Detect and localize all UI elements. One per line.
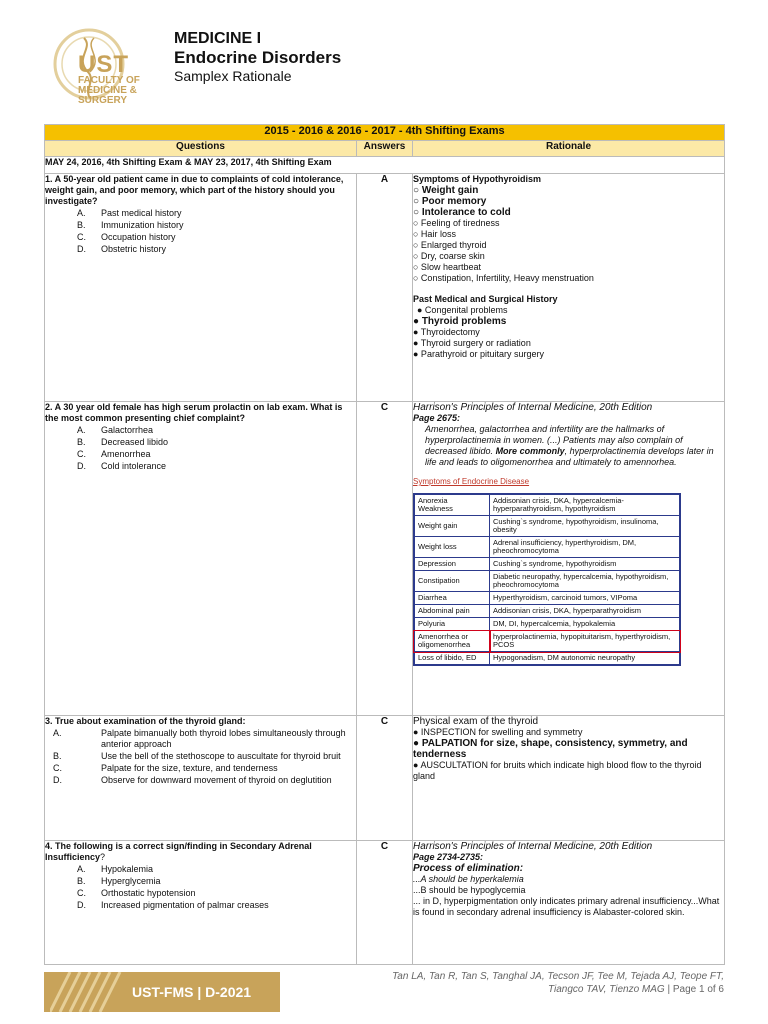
rationale-item: ○ Enlarged thyroid [413, 240, 487, 250]
exam-dates-row [45, 157, 725, 174]
reference-citation: Harrison's Principles of Internal Medicine, 20th Edition [413, 402, 653, 413]
answer-4: C [357, 841, 413, 965]
rationale-item: ○ Weight gain [413, 185, 479, 196]
symptom-row: Polyuria DM, DI, hypercalcemia, hypokalemia [414, 618, 680, 631]
exam-band [45, 125, 725, 141]
choice: A. Palpate bimanually both thyroid lobes simultaneously through anterior approach [53, 728, 346, 749]
exam-band-text: 2015 - 2016 & 2016 - 2017 - 4th Shifting Exams [45, 125, 725, 141]
choice: A. Hypokalemia [77, 864, 154, 874]
rationale-4 [413, 841, 725, 965]
choice: C. Amenorrhea [77, 449, 151, 459]
stripes-icon [50, 972, 130, 1012]
symptom-row: Diarrhea Hyperthyroidism, carcinoid tumors, VIPoma [414, 592, 680, 605]
rationale-item: ○ Dry, coarse skin [413, 251, 485, 261]
page-number: | Page 1 of 6 [667, 984, 724, 995]
rationale-item: ... in D, hyperpigmentation only indicates primary adrenal insufficiency...What is found in secondary adrenal insufficiency is Alabaster-colored skin. [413, 896, 720, 917]
choice: B. Use the bell of the stethoscope to auscultate for thyroid bruit [53, 751, 341, 761]
choice: D. Obstetric history [77, 244, 167, 254]
question-text: 4. The following is a correct sign/finding in Secondary Adrenal Insufficiency? [45, 841, 312, 862]
choice: D. Cold intolerance [77, 461, 167, 471]
question-text: 2. A 30 year old female has high serum prolactin on lab exam. What is the most common presenting chief complaint? [45, 402, 343, 423]
reference-citation: Harrison's Principles of Internal Medicine, 20th Edition [413, 841, 653, 852]
choice: A. Galactorrhea [77, 425, 154, 435]
rationale-item: ● Thyroid problems [413, 316, 507, 327]
choice: C. Orthostatic hypotension [77, 888, 196, 898]
page-subtitle: Samplex Rationale [174, 68, 292, 84]
table-row [45, 841, 725, 965]
answer-1: A [357, 174, 413, 402]
page-title: Endocrine Disorders [174, 48, 342, 67]
rationale-heading: Process of elimination: [413, 863, 524, 874]
symptom-row: Anorexia Weakness Addisonian crisis, DKA, hypercalcemia-hyperparathyroidism, hypothyroidism [414, 494, 680, 516]
question-text: 1. A 50-year old patient came in due to complaints of cold intolerance, weight gain, and poor memory, which part of the history should you investigate? [45, 174, 344, 206]
choice: C. Palpate for the size, texture, and tenderness [53, 763, 278, 773]
rationale-item: ...B should be hypoglycemia [413, 885, 526, 895]
rationale-item: ● Thyroidectomy [413, 327, 480, 337]
footer-label: UST-FMS | D-2021 [132, 984, 252, 1000]
exam-dates: MAY 24, 2016, 4th Shifting Exam & MAY 23, 2017, 4th Shifting Exam [45, 157, 725, 174]
rationale-item: ● Thyroid surgery or radiation [413, 338, 531, 348]
rationale-heading: Physical exam of the thyroid [413, 716, 539, 727]
question-text: 3. True about examination of the thyroid gland: [45, 716, 246, 726]
rationale-item: ○ Hair loss [413, 229, 456, 239]
symptoms-table [413, 493, 681, 666]
rationale-item: ○ Poor memory [413, 196, 487, 207]
symptom-row: Abdominal pain Addisonian crisis, DKA, hyperparathyroidism [414, 605, 680, 618]
symptoms-table-title: Symptoms of Endocrine Disease [413, 477, 530, 486]
choice: B. Immunization history [77, 220, 184, 230]
answer-2: C [357, 402, 413, 716]
choice: B. Decreased libido [77, 437, 169, 447]
rationale-item: ● PALPATION for size, shape, consistency, symmetry, and tenderness [413, 738, 688, 760]
choice: D. Increased pigmentation of palmar creases [77, 900, 269, 910]
rationale-1 [413, 174, 725, 402]
footer-banner [44, 972, 280, 1012]
rationale-item: ○ Intolerance to cold [413, 207, 511, 218]
rationale-item: ○ Feeling of tiredness [413, 218, 500, 228]
course-title: MEDICINE I [174, 30, 262, 47]
rationale-item: ● Parathyroid or pituitary surgery [413, 349, 544, 359]
rationale-item: ○ Slow heartbeat [413, 262, 481, 272]
symptom-row: Weight loss Adrenal insufficiency, hyperthyroidism, DM, pheochromocytoma [414, 537, 680, 558]
reference-page: Page 2675: [413, 413, 461, 423]
rationale-item: ● Congenital problems [417, 305, 508, 315]
page-header [0, 0, 768, 120]
col-answers: Answers [357, 141, 413, 157]
symptom-row: Loss of libido, ED Hypogonadism, DM autonomic neuropathy [414, 652, 680, 666]
choice: C. Occupation history [77, 232, 176, 242]
footer-credits: Tan LA, Tan R, Tan S, Tanghal JA, Tecson JF, Tee M, Tejada AJ, Teope FT, Tiangco TAV, Tienzo MAG | Page 1 of 6 [392, 971, 724, 995]
rationale-item: ● INSPECTION for swelling and symmetry [413, 727, 583, 737]
rationale-3 [413, 716, 725, 841]
rationale-item: ● AUSCULTATION for bruits which indicate high blood flow to the thyroid gland [413, 760, 702, 781]
question-4 [45, 841, 357, 965]
reference-quote: Amenorrhea, galactorrhea and infertility are the hallmarks of hyperprolactinemia in women. (...) Patients may also complain of decreased libido. More commonly, hyperprolactinemia develops later in life and leads to oligomenorrhea and ultimately to amennorhea. [425, 424, 714, 467]
table-row [45, 716, 725, 841]
table-row [45, 402, 725, 716]
rationale-heading: Symptoms of Hypothyroidism [413, 174, 542, 184]
choice: A. Past medical history [77, 208, 182, 218]
question-1 [45, 174, 357, 402]
rationale-2 [413, 402, 725, 716]
col-questions: Questions [45, 141, 357, 157]
page-footer [0, 962, 768, 1024]
rationale-heading: Past Medical and Surgical History [413, 294, 558, 304]
symptom-row: Constipation Diabetic neuropathy, hypercalcemia, hypothyroidism, pheochromocytoma [414, 571, 680, 592]
samplex-table [44, 124, 725, 965]
choice: D. Observe for downward movement of thyroid on deglutition [53, 775, 332, 785]
answer-3: C [357, 716, 413, 841]
question-3 [45, 716, 357, 841]
rationale-item: ○ Constipation, Infertility, Heavy menstruation [413, 273, 594, 283]
table-row [45, 174, 725, 402]
ust-fms-logo [44, 24, 164, 114]
reference-page: Page 2734-2735: [413, 852, 484, 862]
symptom-row: Depression Cushing`s syndrome, hypothyroidism [414, 558, 680, 571]
col-rationale: Rationale [413, 141, 725, 157]
question-2 [45, 402, 357, 716]
symptom-row-highlighted: Amenorrhea or oligomenorrhea hyperprolactinemia, hypopituitarism, hyperthyroidism, PCOS [414, 631, 680, 652]
rationale-item: ...A should be hyperkalemia [413, 874, 524, 884]
logo-text: UST FACULTY OF MEDICINE & SURGERY [78, 51, 140, 106]
column-header-row [45, 141, 725, 157]
symptom-row: Weight gain Cushing`s syndrome, hypothyroidism, insulinoma, obesity [414, 516, 680, 537]
choice: B. Hyperglycemia [77, 876, 161, 886]
